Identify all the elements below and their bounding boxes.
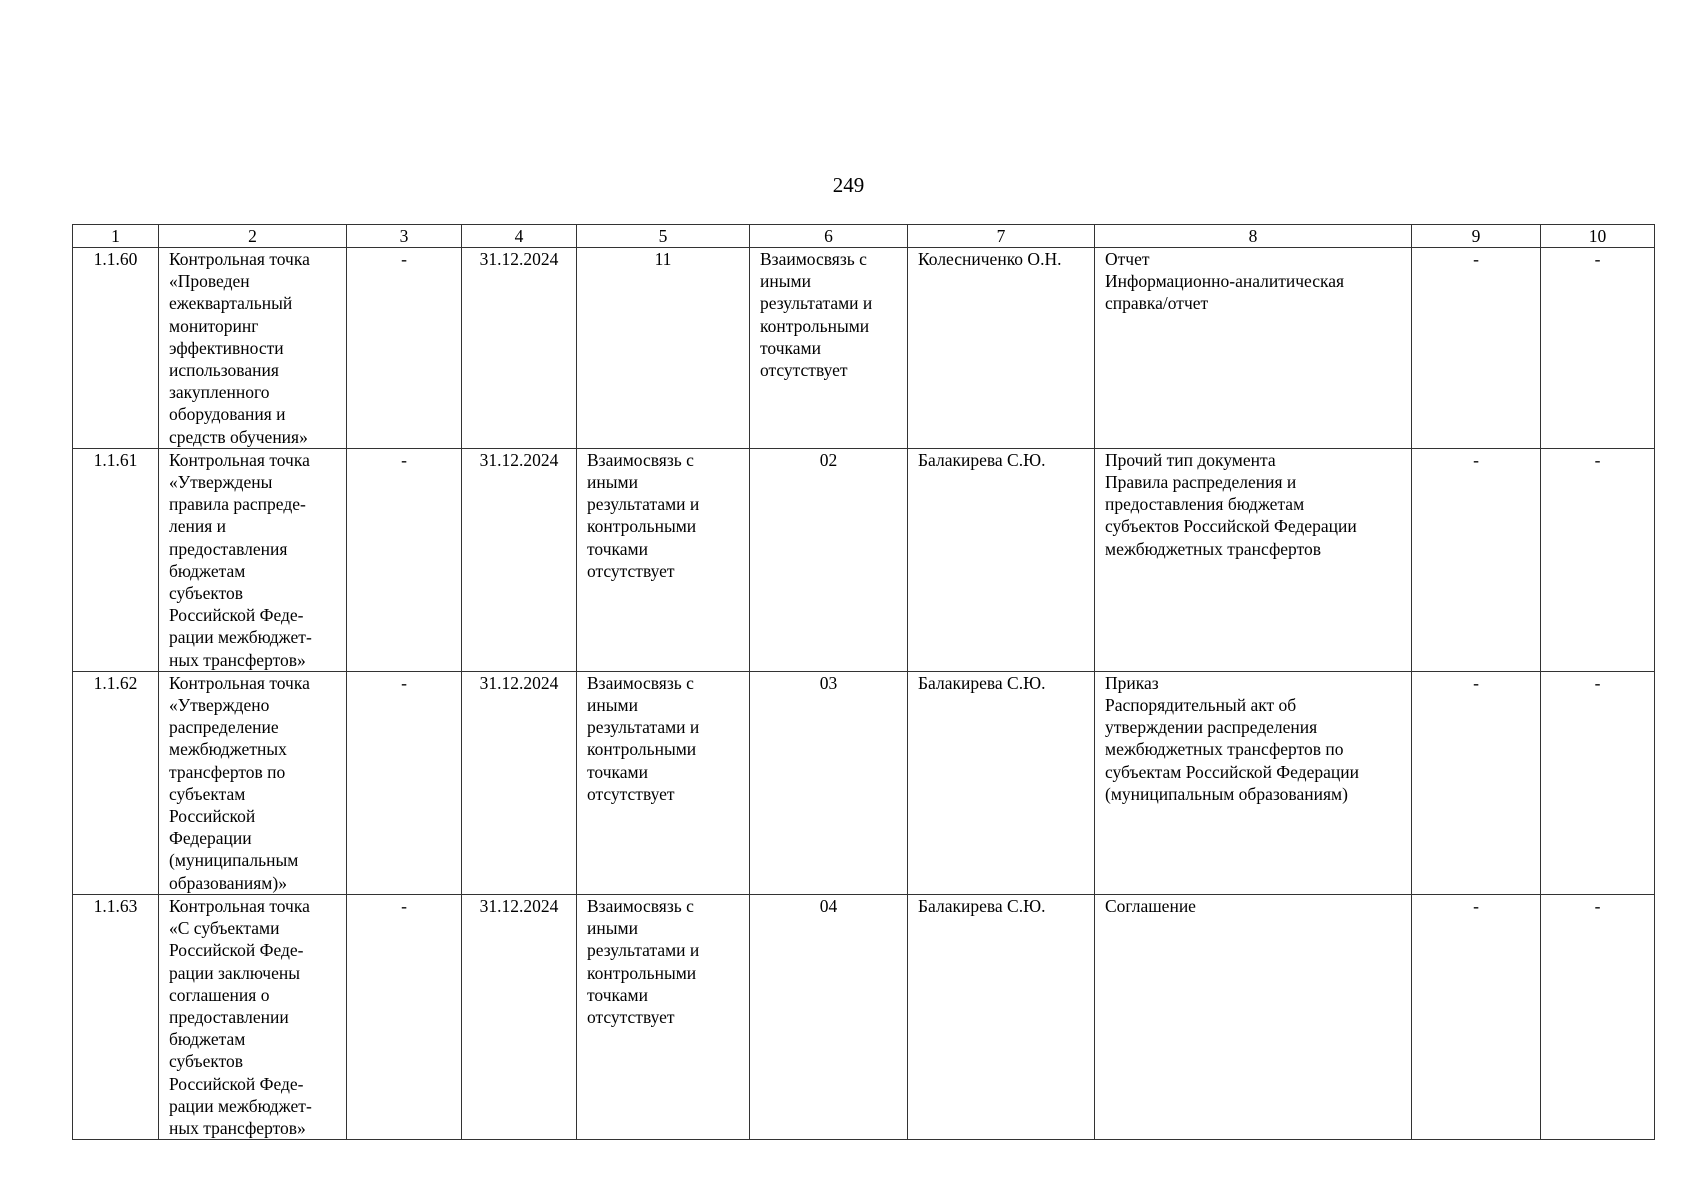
cell-text-line: иными	[587, 695, 638, 716]
table-cell-col3: -	[347, 448, 462, 671]
cell-text-line: 04	[819, 895, 838, 916]
cell-text-line: Контрольная точка	[169, 895, 310, 916]
table-cell-col5	[577, 671, 750, 894]
table-cell-name	[159, 671, 347, 894]
table-cell-col5	[577, 448, 750, 671]
cell-text-line: контрольными	[587, 962, 697, 983]
table-cell-col6	[750, 894, 908, 1139]
cell-text-line: оборудования и	[169, 404, 286, 425]
cell-text-line: «Утверждено	[169, 695, 270, 716]
cell-text-line: закупленного	[169, 382, 270, 403]
cell-text-line: результатами и	[760, 293, 873, 314]
table-cell-col9: -	[1412, 448, 1541, 671]
table-cell-col5	[577, 248, 750, 449]
column-header: 9	[1412, 225, 1541, 248]
column-header: 6	[750, 225, 908, 248]
column-header: 4	[462, 225, 577, 248]
cell-text-line: Российской Феде-	[169, 1073, 304, 1094]
table-cell-col9: -	[1412, 894, 1541, 1139]
table-cell-col6	[750, 248, 908, 449]
table-cell-col5	[577, 894, 750, 1139]
cell-text-line: Взаимосвязь с	[587, 895, 694, 916]
cell-text-line: Взаимосвязь с	[587, 449, 694, 470]
column-header: 3	[347, 225, 462, 248]
cell-text-line: Федерации	[169, 828, 252, 849]
table-cell-responsible: Колесниченко О.Н.	[908, 248, 1095, 449]
cell-text-line: субъектам Российской Федерации	[1105, 761, 1359, 782]
cell-text-line: контрольными	[587, 739, 697, 760]
table-cell-doc	[1095, 448, 1412, 671]
cell-text-line: отсутствует	[587, 1006, 675, 1027]
cell-text-line: межбюджетных трансфертов по	[1105, 739, 1344, 760]
cell-text-line: Информационно-аналитическая	[1105, 271, 1345, 292]
table-cell-responsible: Балакирева С.Ю.	[908, 671, 1095, 894]
cell-text-line: отсутствует	[587, 560, 675, 581]
cell-text-line: «Утверждены	[169, 472, 273, 493]
table-cell-responsible: Балакирева С.Ю.	[908, 894, 1095, 1139]
table-cell-col6	[750, 448, 908, 671]
cell-text-line: рации межбюджет-	[169, 627, 312, 648]
table-cell-date: 31.12.2024	[462, 894, 577, 1139]
cell-text-line: «Проведен	[169, 271, 250, 292]
table-row	[73, 894, 1655, 1139]
cell-text-line: субъектов	[169, 583, 244, 604]
cell-text-line: предоставлении	[169, 1006, 289, 1027]
cell-text-line: соглашения о	[169, 984, 270, 1005]
cell-text-line: контрольными	[760, 315, 870, 336]
table-cell-col3: -	[347, 248, 462, 449]
cell-text-line: предоставления	[169, 538, 288, 559]
page-number: 249	[832, 173, 865, 197]
table-cell-date: 31.12.2024	[462, 448, 577, 671]
cell-text-line: 11	[654, 249, 672, 269]
cell-text-line: точками	[587, 538, 648, 559]
cell-text-line: иными	[760, 271, 811, 292]
cell-text-line: «С субъектами	[169, 918, 280, 939]
cell-text-line: Контрольная точка	[169, 449, 310, 470]
cell-text-line: справка/отчет	[1105, 293, 1209, 314]
cell-text-line: субъектов Российской Федерации	[1105, 516, 1357, 537]
column-header: 8	[1095, 225, 1412, 248]
cell-text-line: иными	[587, 918, 638, 939]
cell-text-line: Соглашение	[1105, 895, 1196, 916]
table-cell-col10: -	[1541, 671, 1655, 894]
cell-text-line: Российской	[169, 806, 256, 827]
cell-text-line: ных трансфертов»	[169, 649, 306, 670]
cell-text-line: результатами и	[587, 494, 700, 515]
table-cell-doc	[1095, 894, 1412, 1139]
cell-text-line: использования	[169, 360, 279, 381]
table-cell-num: 1.1.61	[73, 448, 159, 671]
cell-text-line: эффективности	[169, 337, 284, 358]
column-number-row	[73, 225, 1655, 248]
table-cell-doc	[1095, 248, 1412, 449]
table-cell-col6	[750, 671, 908, 894]
cell-text-line: Отчет	[1105, 249, 1150, 269]
table-cell-date: 31.12.2024	[462, 248, 577, 449]
table-cell-num: 1.1.62	[73, 671, 159, 894]
table-cell-responsible: Балакирева С.Ю.	[908, 448, 1095, 671]
cell-text-line: отсутствует	[587, 783, 675, 804]
cell-text-line: 03	[819, 672, 838, 693]
table-cell-name	[159, 248, 347, 449]
cell-text-line: Взаимосвязь с	[760, 249, 867, 269]
cell-text-line: рации заключены	[169, 962, 301, 983]
cell-text-line: средств обучения»	[169, 426, 308, 447]
table-row	[73, 248, 1655, 449]
table-cell-num: 1.1.60	[73, 248, 159, 449]
cell-text-line: ления и	[169, 516, 227, 537]
cell-text-line: правила распреде-	[169, 494, 306, 515]
cell-text-line: точками	[587, 984, 648, 1005]
cell-text-line: Прочий тип документа	[1105, 449, 1276, 470]
cell-text-line: точками	[587, 761, 648, 782]
cell-text-line: предоставления бюджетам	[1105, 494, 1305, 515]
control-points-table	[72, 224, 1655, 1140]
table-cell-col10: -	[1541, 894, 1655, 1139]
cell-text-line: результатами и	[587, 940, 700, 961]
table-cell-col9: -	[1412, 248, 1541, 449]
table-cell-col10: -	[1541, 248, 1655, 449]
cell-text-line: бюджетам	[169, 560, 246, 581]
cell-text-line: распределение	[169, 717, 279, 738]
cell-text-line: Российской Феде-	[169, 940, 304, 961]
cell-text-line: субъектов	[169, 1051, 244, 1072]
table-cell-doc	[1095, 671, 1412, 894]
cell-text-line: трансфертов по	[169, 761, 286, 782]
cell-text-line: межбюджетных	[169, 739, 287, 760]
cell-text-line: ежеквартальный	[169, 293, 293, 314]
cell-text-line: ных трансфертов»	[169, 1117, 306, 1138]
cell-text-line: контрольными	[587, 516, 697, 537]
table-cell-name	[159, 894, 347, 1139]
cell-text-line: межбюджетных трансфертов	[1105, 538, 1321, 559]
cell-text-line: Распорядительный акт об	[1105, 695, 1297, 716]
cell-text-line: 02	[819, 449, 838, 470]
cell-text-line: (муниципальным образованиям)	[1105, 783, 1348, 804]
cell-text-line: образованиям)»	[169, 872, 287, 893]
cell-text-line: Контрольная точка	[169, 672, 310, 693]
cell-text-line: утверждении распределения	[1105, 717, 1318, 738]
cell-text-line: Правила распределения и	[1105, 472, 1297, 493]
cell-text-line: бюджетам	[169, 1029, 246, 1050]
cell-text-line: мониторинг	[169, 315, 259, 336]
table-cell-name	[159, 448, 347, 671]
column-header: 10	[1541, 225, 1655, 248]
cell-text-line: Взаимосвязь с	[587, 672, 694, 693]
column-header: 7	[908, 225, 1095, 248]
column-header: 5	[577, 225, 750, 248]
cell-text-line: результатами и	[587, 717, 700, 738]
table-cell-date: 31.12.2024	[462, 671, 577, 894]
cell-text-line: Контрольная точка	[169, 249, 310, 269]
cell-text-line: Российской Феде-	[169, 605, 304, 626]
table-cell-col3: -	[347, 894, 462, 1139]
cell-text-line: рации межбюджет-	[169, 1095, 312, 1116]
table-row	[73, 671, 1655, 894]
cell-text-line: точками	[760, 337, 821, 358]
table-row	[73, 448, 1655, 671]
table-cell-col9: -	[1412, 671, 1541, 894]
cell-text-line: иными	[587, 472, 638, 493]
column-header: 1	[73, 225, 159, 248]
cell-text-line: Приказ	[1105, 672, 1159, 693]
cell-text-line: (муниципальным	[169, 850, 299, 871]
column-header: 2	[159, 225, 347, 248]
cell-text-line: отсутствует	[760, 360, 848, 381]
table-cell-col3: -	[347, 671, 462, 894]
table-cell-num: 1.1.63	[73, 894, 159, 1139]
table-cell-col10: -	[1541, 448, 1655, 671]
cell-text-line: субъектам	[169, 783, 246, 804]
